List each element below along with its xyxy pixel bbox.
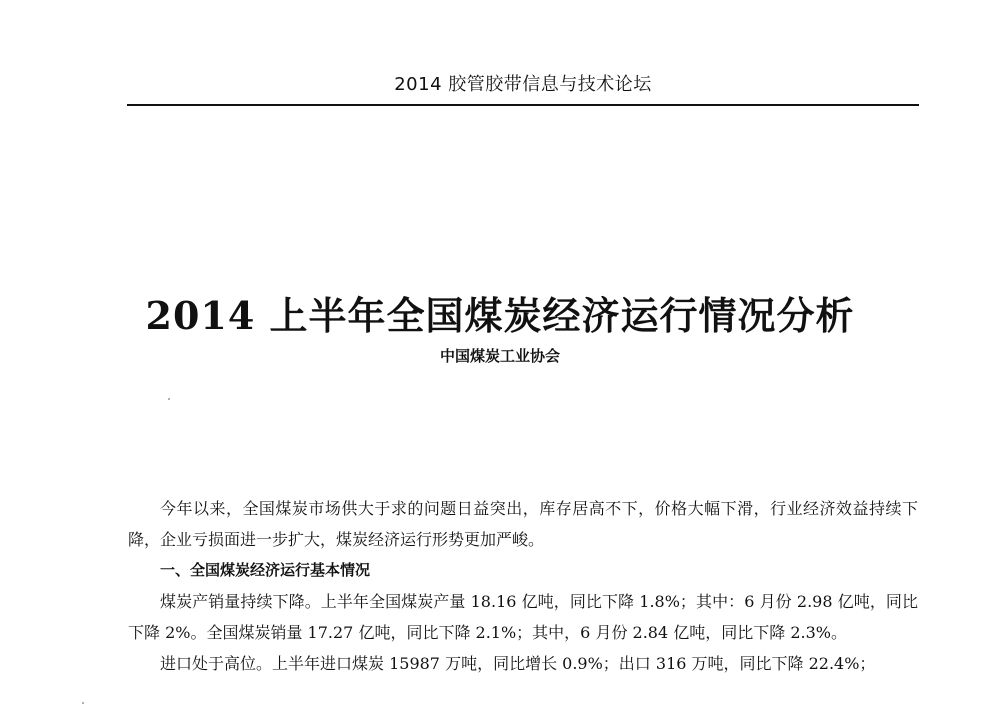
scan-speck bbox=[82, 702, 84, 704]
article-title: 2014 上半年全国煤炭经济运行情况分析 bbox=[145, 293, 855, 338]
article-body bbox=[128, 493, 918, 679]
article-author: 中国煤炭工业协会 bbox=[439, 347, 560, 365]
import-export-paragraph: 进口处于高位。上半年进口煤炭 15987 万吨，同比增长 0.9%；出口 316 万吨，同比下降 22.4%； bbox=[160, 654, 876, 673]
intro-paragraph: 今年以来，全国煤炭市场供大于求的问题日益突出，库存居高不下，价格大幅下滑，行业经济效益持续下降，企业亏损面进一步扩大，煤炭经济运行形势更加严峻。 bbox=[128, 499, 918, 549]
scan-speck bbox=[168, 398, 170, 400]
section-heading: 一、全国煤炭经济运行基本情况 bbox=[160, 561, 371, 579]
header-rule bbox=[127, 104, 919, 106]
output-sales-paragraph: 煤炭产销量持续下降。上半年全国煤炭产量 18.16 亿吨，同比下降 1.8%；其中：6 月份 2.98 亿吨，同比下降 2%。全国煤炭销量 17.27 亿吨，同比下降 2.1%；其中，6 月份 2.84 亿吨，同比下降 2.3%。 bbox=[128, 592, 918, 642]
running-header: 2014 胶管胶带信息与技术论坛 bbox=[394, 74, 652, 95]
